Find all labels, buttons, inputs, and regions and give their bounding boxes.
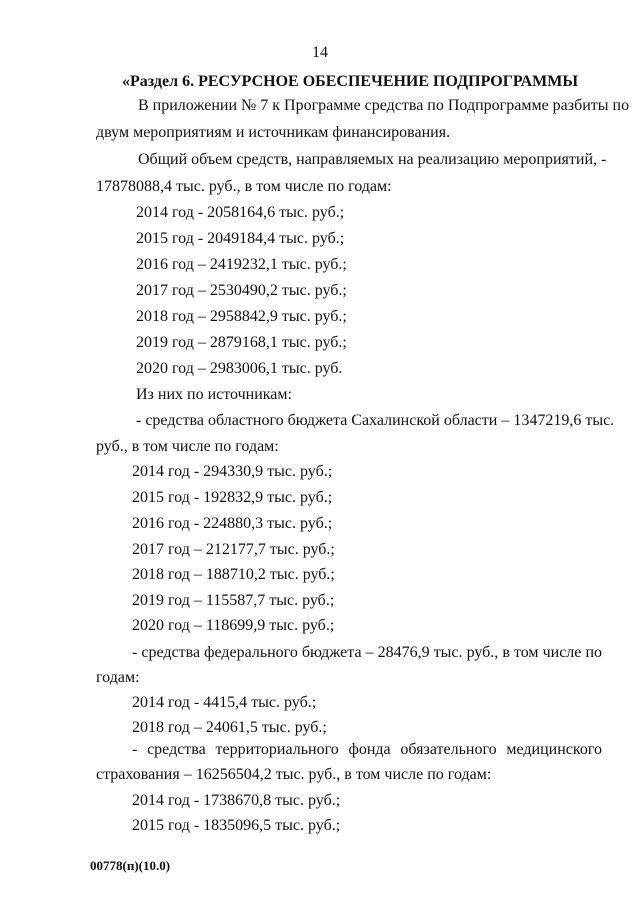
federal-year-item: 2018 год – 24061,5 тыс. руб.; xyxy=(132,719,327,736)
total-year-item: 2015 год - 2049184,4 тыс. руб.; xyxy=(136,230,345,247)
regional-year-item: 2016 год - 224880,3 тыс. руб.; xyxy=(132,515,333,532)
regional-year-item: 2018 год – 188710,2 тыс. руб.; xyxy=(132,566,335,583)
total-year-item: 2020 год – 2983006,1 тыс. руб. xyxy=(136,360,343,377)
intro-line-2: двум мероприятиям и источникам финансирования. xyxy=(96,124,451,141)
insurance-line-2: страхования – 16256504,2 тыс. руб., в том числе по годам: xyxy=(96,766,492,783)
total-year-item: 2019 год – 2879168,1 тыс. руб.; xyxy=(136,334,347,351)
insurance-year-item: 2014 год - 1738670,8 тыс. руб.; xyxy=(132,792,341,809)
total-line-2: 17878088,4 тыс. руб., в том числе по годам: xyxy=(96,178,392,195)
federal-line-1: - средства федерального бюджета – 28476,9 тыс. руб., в том числе по xyxy=(132,644,602,661)
total-year-item: 2018 год – 2958842,9 тыс. руб.; xyxy=(136,308,347,325)
total-line-1: Общий объем средств, направляемых на реализацию мероприятий, - xyxy=(138,151,607,168)
insurance-line-1: - средства территориального фонда обязательного медицинского xyxy=(132,741,602,758)
page-number: 14 xyxy=(312,44,328,61)
regional-year-item: 2014 год - 294330,9 тыс. руб.; xyxy=(132,463,333,480)
regional-line-1: - средства областного бюджета Сахалинской области – 1347219,6 тыс. xyxy=(136,412,615,429)
total-year-item: 2014 год - 2058164,6 тыс. руб.; xyxy=(136,204,345,221)
federal-line-2: годам: xyxy=(96,669,140,686)
regional-line-2: руб., в том числе по годам: xyxy=(96,438,279,455)
section-title: «Раздел 6. РЕСУРСНОЕ ОБЕСПЕЧЕНИЕ ПОДПРОГРАММЫ xyxy=(122,73,579,90)
total-year-item: 2017 год – 2530490,2 тыс. руб.; xyxy=(136,282,347,299)
intro-line-1: В приложении № 7 к Программе средства по Подпрограмме разбиты по xyxy=(138,97,630,114)
federal-year-item: 2014 год - 4415,4 тыс. руб.; xyxy=(132,694,317,711)
regional-year-item: 2020 год – 118699,9 тыс. руб.; xyxy=(132,617,335,634)
insurance-year-item: 2015 год - 1835096,5 тыс. руб.; xyxy=(132,817,341,834)
sources-intro: Из них по источникам: xyxy=(136,386,292,403)
regional-year-item: 2019 год – 115587,7 тыс. руб.; xyxy=(132,592,335,609)
regional-year-item: 2015 год - 192832,9 тыс. руб.; xyxy=(132,489,333,506)
total-year-item: 2016 год – 2419232,1 тыс. руб.; xyxy=(136,256,347,273)
regional-year-item: 2017 год – 212177,7 тыс. руб.; xyxy=(132,541,335,558)
footer-document-code: 00778(п)(10.0) xyxy=(90,858,171,873)
